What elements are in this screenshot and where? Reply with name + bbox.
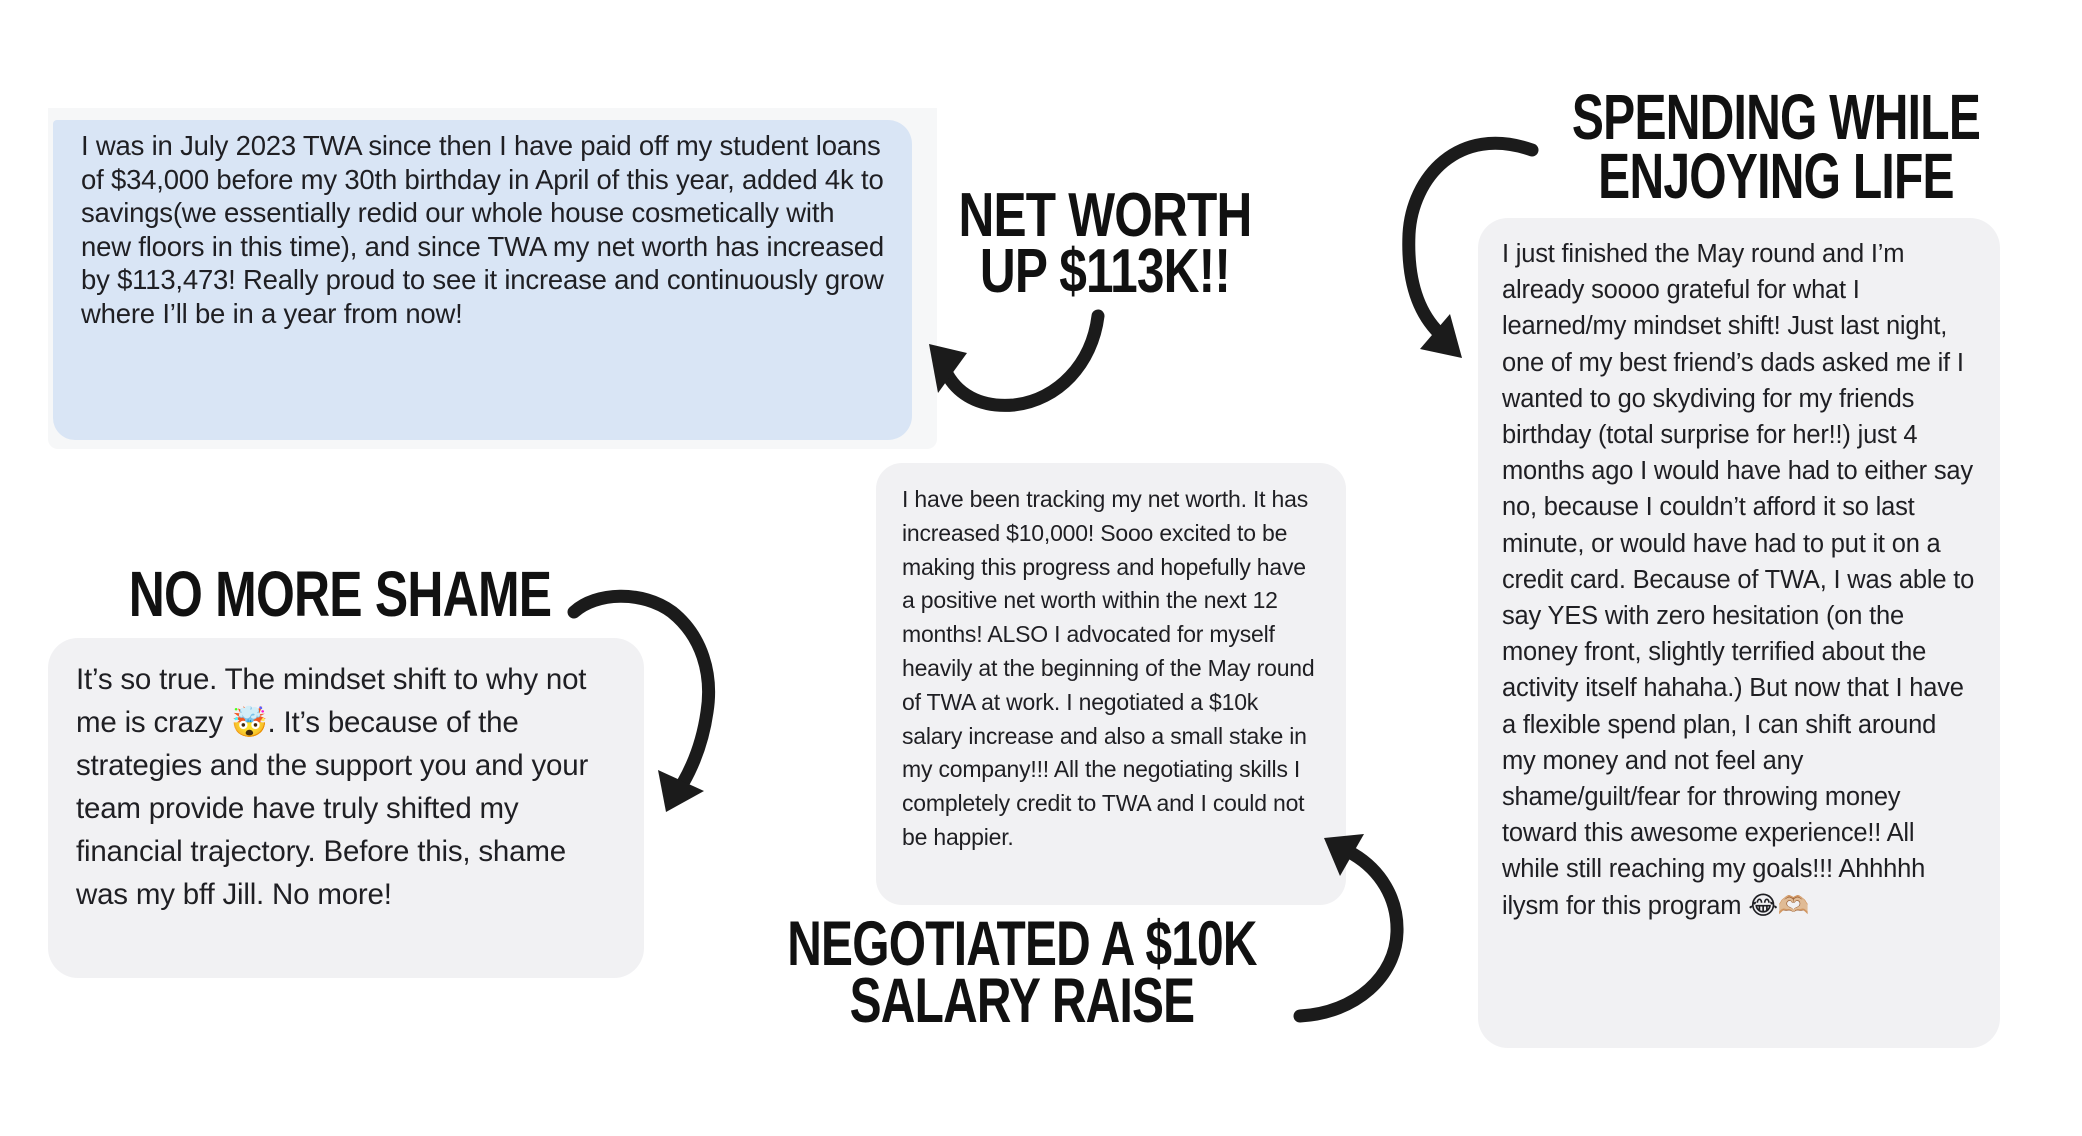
spending-message-text: I just finished the May round and I’m already soooo grateful for what I learned/my mindset shift! Just last night, one of my best friend’s dads asked me if I wanted to go skydiving for my friends birthday (total surprise for her!!) just 4 months ago I would have had to either say no, because I couldn’t afford it so last minute, or would have had to put it on a credit card. Because of TWA, I was able to say YES with zero hesitation (on the money front, slightly terrified about the activity itself hahaha.) But now that I have a flexible spend plan, I can shift around my money and not feel any shame/guilt/fear for throwing money toward this awesome experience!! All while still reaching my goals!!! Ahhhhh ilysm for this program 😂🫶🏼 xyxy=(1502,240,1981,920)
salary-message-text: I have been tracking my net worth. It has increased $10,000! Sooo excited to be making this progress and hopefully have a positive net worth within the next 12 months! ALSO I advocated for myself heavily at the beginning of the May round of TWA at work. I negotiated a $10k salary increase and also a small stake in my company!!! All the negotiating skills I completely credit to TWA and I could not be happier. xyxy=(902,486,1321,850)
screenshot-panel-net-worth xyxy=(48,108,937,449)
headline-spending-line2: ENJOYING LIFE xyxy=(1598,139,1954,212)
shame-message-text: It’s so true. The mindset shift to why not me is crazy 🤯. It’s because of the strategies and the support you and your team provide have truly shifted my financial trajectory. Before this, shame was my bff Jill. No more! xyxy=(76,663,597,911)
headline-no-more-shame xyxy=(106,558,574,630)
headline-no-more-shame-line1: NO MORE SHAME xyxy=(128,558,552,630)
net-worth-message-text: I was in July 2023 TWA since then I have paid off my student loans of $34,000 before my 30th birthday in April of this year, added 4k to savings(we essentially redid our whole house cosmetically with new floors in this time), and since TWA my net worth has increased by $113,473! Really proud to see it increase and continuously grow where I’ll be in a year from now! xyxy=(81,130,892,329)
headline-salary-raise-line1: NEGOTIATED A $10K xyxy=(787,909,1257,979)
testimonial-bubble-shame xyxy=(48,638,644,978)
headline-net-worth-line2: UP $113K!! xyxy=(979,236,1231,306)
testimonial-bubble-net-worth xyxy=(53,120,912,440)
curved-arrow-to-net-worth-bubble xyxy=(929,316,1098,405)
headline-salary-raise-line2: SALARY RAISE xyxy=(849,965,1195,1036)
testimonial-bubble-salary xyxy=(876,463,1346,905)
headline-net-worth xyxy=(865,181,1345,306)
headline-spending-line1: SPENDING WHILE xyxy=(1571,81,1981,153)
headline-spending xyxy=(1514,81,2039,212)
headline-salary-raise xyxy=(779,909,1265,1036)
testimonial-bubble-spending xyxy=(1478,218,2000,1048)
headline-net-worth-line1: NET WORTH xyxy=(958,181,1252,250)
